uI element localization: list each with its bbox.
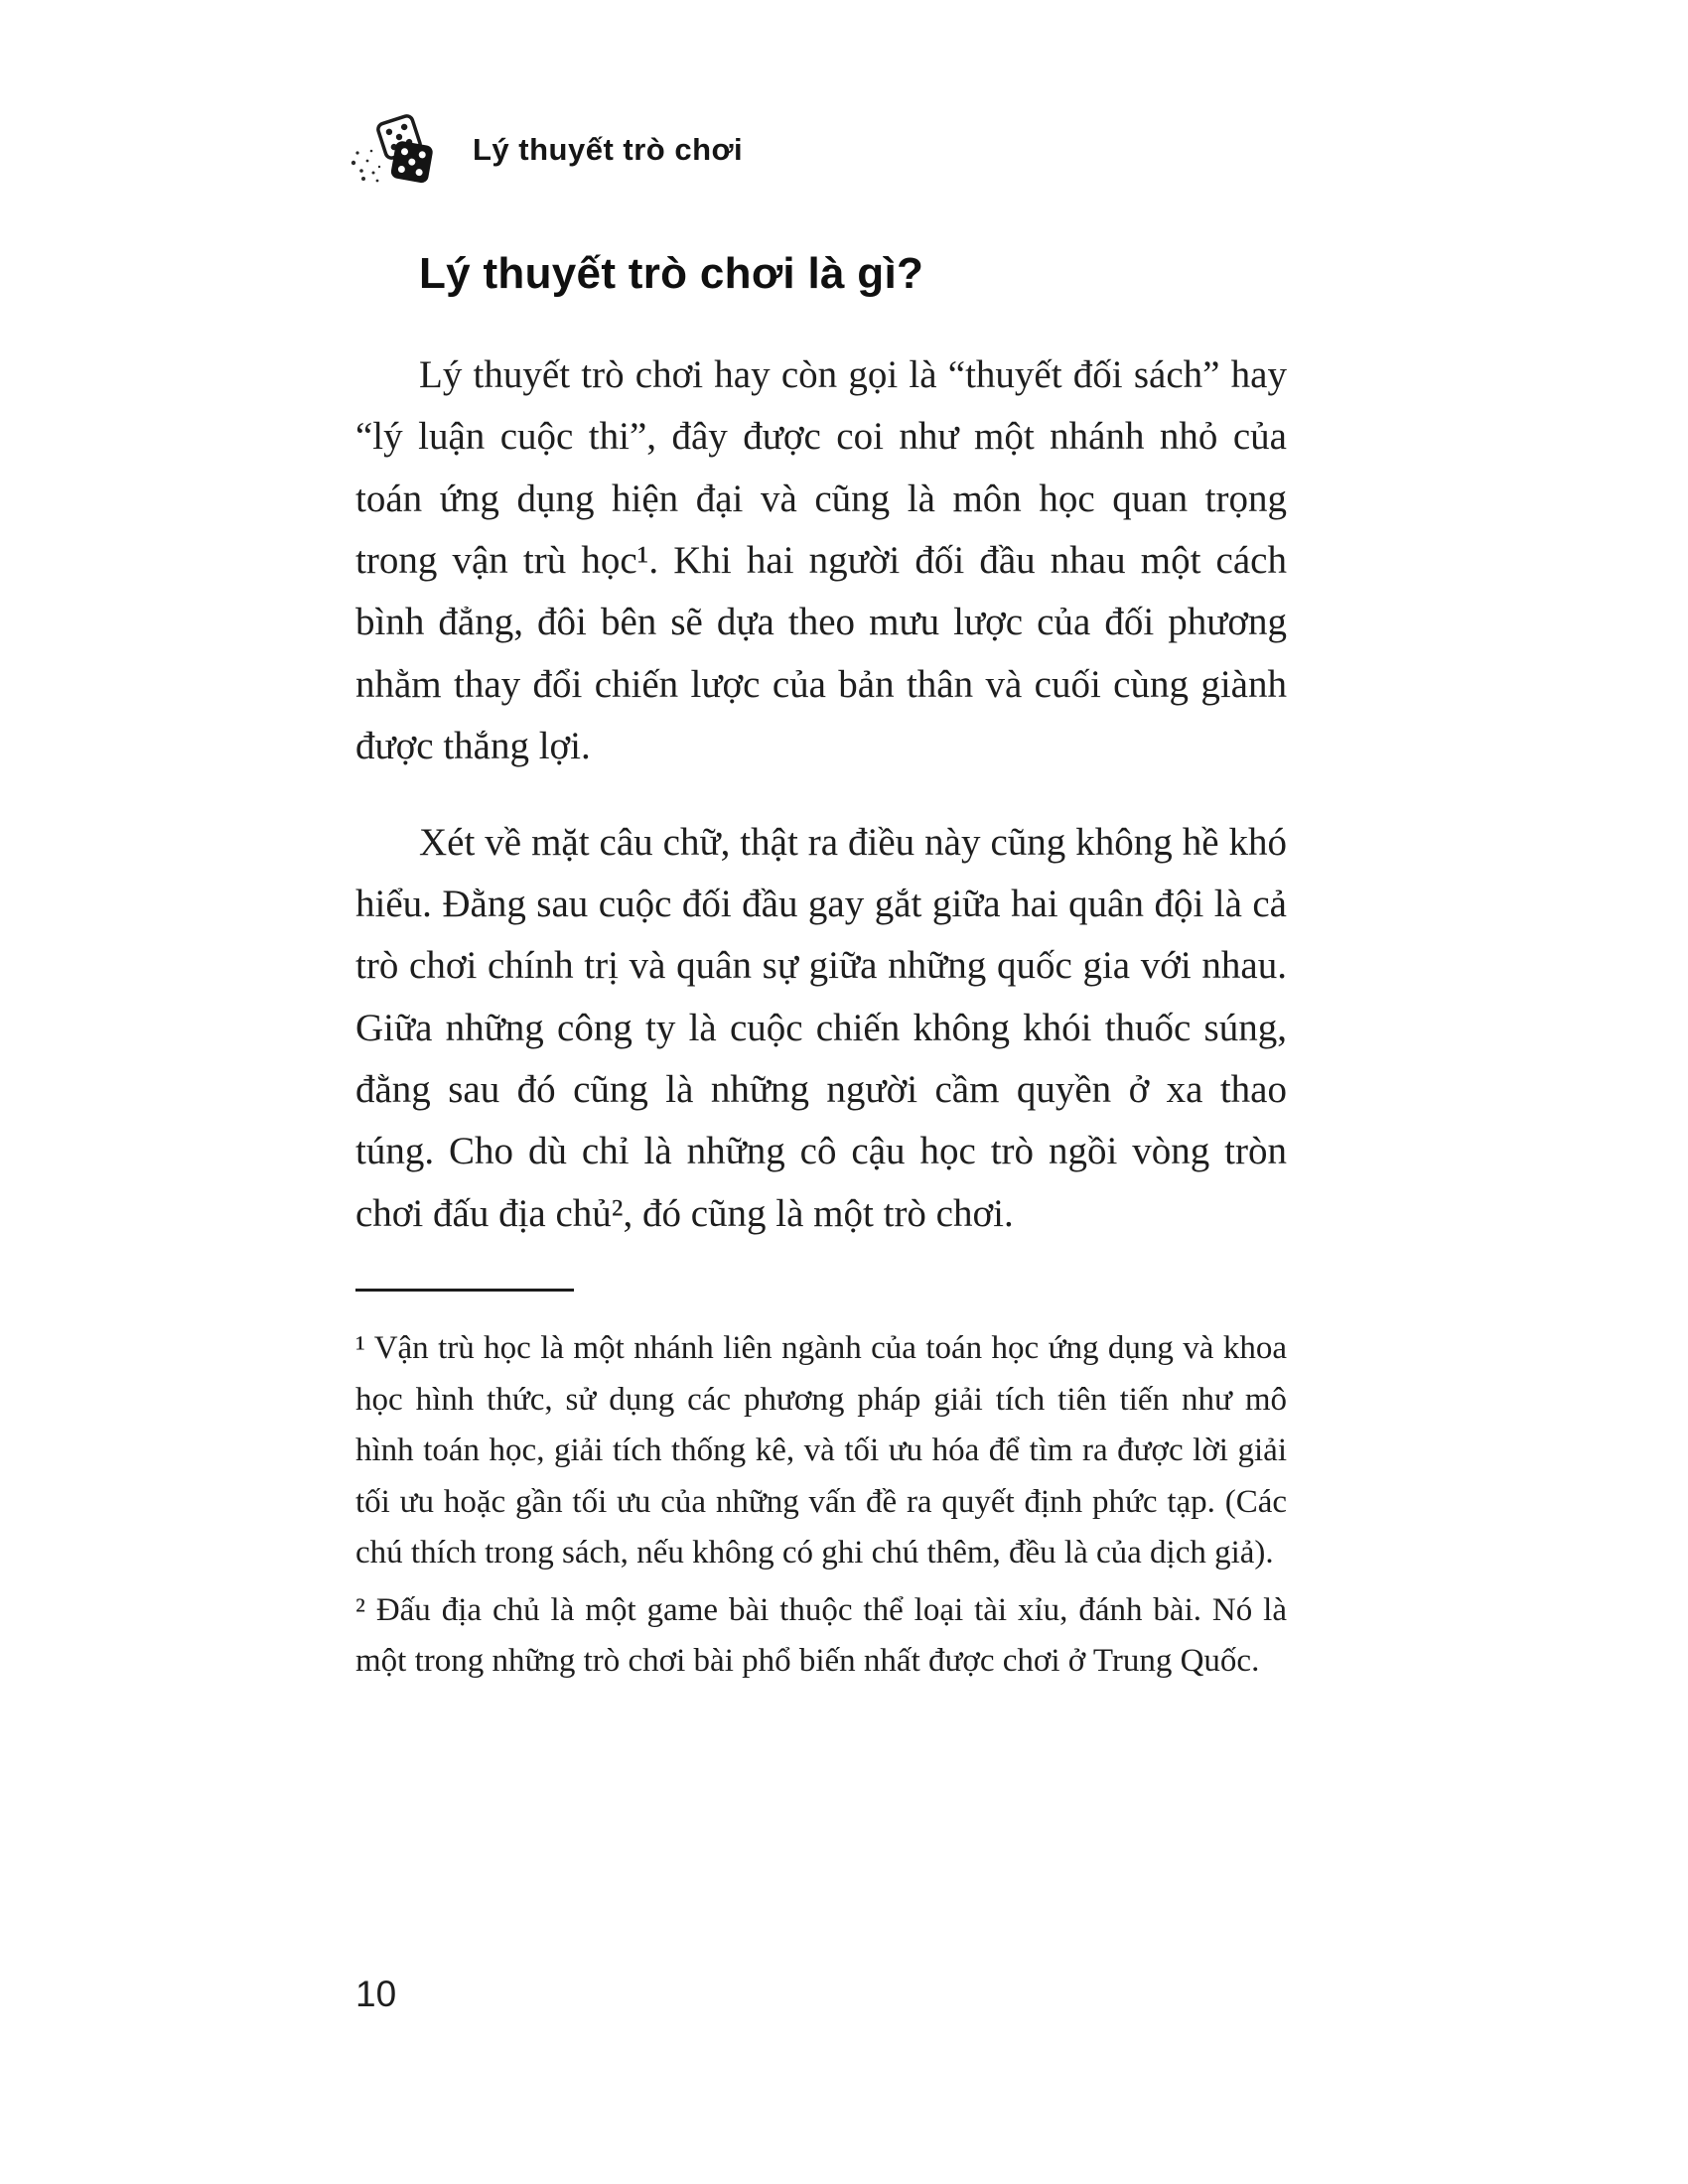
running-header <box>348 111 743 189</box>
page-content <box>355 248 1287 1694</box>
running-header-title: Lý thuyết trò chơi <box>473 132 744 167</box>
footnotes <box>355 1323 1287 1687</box>
paragraph: Lý thuyết trò chơi hay còn gọi là “thuyết đối sách” hay “lý luận cuộc thi”, đây được coi như một nhánh nhỏ của toán ứng dụng hiện đại và cũng là môn học quan trọng trong vận trù học¹. Khi hai người đối đầu nhau một cách bình đẳng, đôi bên sẽ dựa theo mưu lược của đối phương nhằm thay đổi chiến lược của bản thân và cuối cùng giành được thắng lợi. <box>355 352 1287 768</box>
footnote-divider <box>355 1289 574 1292</box>
section-heading: Lý thuyết trò chơi là gì? <box>419 249 924 298</box>
paragraph: Xét về mặt câu chữ, thật ra điều này cũng không hề khó hiểu. Đằng sau cuộc đối đầu gay gắt giữa hai quân đội là cả trò chơi chính trị và quân sự giữa những quốc gia với nhau. Giữa những công ty là cuộc chiến không khói thuốc súng, đằng sau đó cũng là những người cầm quyền ở xa thao túng. Cho dù chỉ là những cô cậu học trò ngồi vòng tròn chơi đấu địa chủ², đó cũng là một trò chơi. <box>355 820 1287 1235</box>
dice-icon <box>348 111 451 189</box>
footnote-2: ² Đấu địa chủ là một game bài thuộc thể loại tài xỉu, đánh bài. Nó là một trong những trò chơi bài phổ biến nhất được chơi ở Trung Quốc. <box>355 1591 1287 1680</box>
footnote-1: ¹ Vận trù học là một nhánh liên ngành của toán học ứng dụng và khoa học hình thức, sử dụng các phương pháp giải tích tiên tiến như mô hình toán học, giải tích thống kê, và tối ưu hóa để tìm ra được lời giải tối ưu hoặc gần tối ưu của những vấn đề ra quyết định phức tạp. (Các chú thích trong sách, nếu không có ghi chú thêm, đều là của dịch giả). <box>355 1330 1287 1571</box>
page-number: 10 <box>355 1974 397 2014</box>
